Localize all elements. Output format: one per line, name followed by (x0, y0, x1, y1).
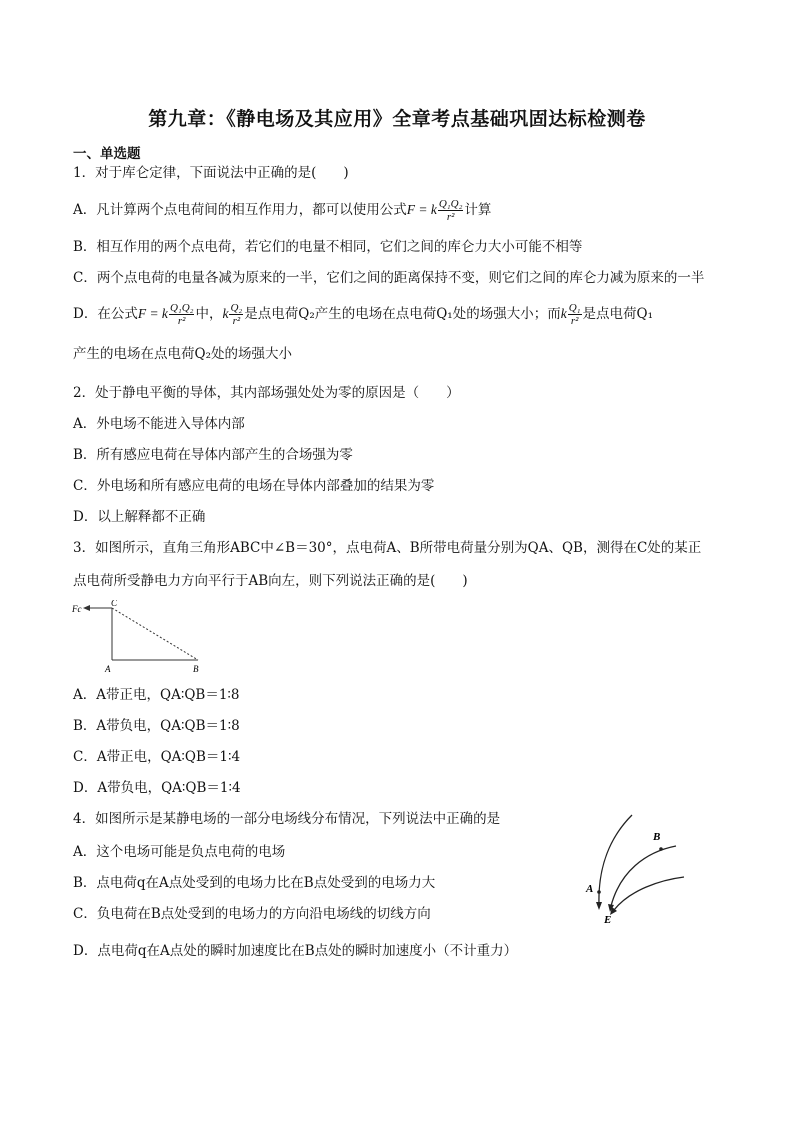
label-a: A (586, 883, 594, 895)
q4-stem: 4．如图所示是某静电场的一部分电场线分布情况，下列说法中正确的是 (73, 811, 501, 827)
q1-option-a (73, 198, 491, 223)
q4-option-d: D．点电荷q在A点处的瞬时加速度比在B点处的瞬时加速度小（不计重力） (73, 943, 518, 959)
q1-d-fraction-2 (229, 302, 243, 327)
arrowhead-1-icon (596, 902, 602, 910)
label-b: B (653, 831, 661, 843)
q2-option-d: D．以上解释都不正确 (73, 509, 206, 525)
q1-a-text-end: 计算 (464, 202, 492, 218)
q1-a-formula-lhs: F = k (406, 202, 437, 217)
section-heading: 一、单选题 (73, 146, 141, 162)
point-b-dot (659, 847, 663, 851)
fraction-denominator: r² (177, 315, 186, 327)
q2-stem: 2．处于静电平衡的导体，其内部场强处处为零的原因是（ ） (73, 385, 460, 401)
q4-option-b: B．点电荷q在A点处受到的电场力比在B点处受到的电场力大 (73, 875, 436, 891)
label-fc: Fc (72, 604, 82, 614)
q1-d-text: D．在公式 (73, 306, 138, 322)
q1-d-text-4: 是点电荷Q₁ (582, 306, 653, 322)
q4-field-lines-figure (580, 812, 690, 924)
q2-option-b: B．所有感应电荷在导体内部产生的合场强为零 (73, 447, 353, 463)
field-line-3 (614, 877, 684, 910)
q1-d-k-2: k (560, 306, 567, 321)
q1-option-b: B．相互作用的两个点电荷，若它们的电量不相同，它们之间的库仑力大小可能不相等 (73, 239, 583, 255)
q2-option-a: A．外电场不能进入导体内部 (73, 416, 245, 432)
field-line-2 (611, 846, 676, 906)
force-arrow-head-icon (83, 605, 90, 611)
fraction-numerator: Q₁Q₂ (169, 302, 194, 314)
q3-option-b: B．A带负电，QA∶QB＝1∶8 (73, 718, 240, 734)
label-e: E (604, 914, 612, 924)
q1-d-fraction-1 (169, 302, 195, 327)
fraction-denominator: r² (232, 315, 241, 327)
q1-option-d (73, 302, 653, 327)
q1-d-text-3: 是点电荷Q₂产生的电场在点电荷Q₁处的场强大小；而 (244, 306, 561, 322)
fraction-numerator: Q₁ (568, 302, 581, 314)
q3-stem-line2: 点电荷所受静电力方向平行于AB向左，则下列说法正确的是( ) (73, 573, 468, 589)
q1-option-c: C．两个点电荷的电量各减为原来的一半，它们之间的距离保持不变，则它们之间的库仑力减为原来的一半 (73, 270, 705, 286)
label-a: A (105, 664, 111, 674)
q1-d-formula-lhs: F = k (137, 306, 168, 321)
q4-option-c: C．负电荷在B点处受到的电场力的方向沿电场线的切线方向 (73, 906, 431, 922)
q1-a-text: A．凡计算两个点电荷间的相互作用力，都可以使用公式 (73, 202, 407, 218)
q1-d-text-2: 中， (195, 306, 223, 322)
q2-option-c: C．外电场和所有感应电荷的电场在导体内部叠加的结果为零 (73, 478, 435, 494)
fraction-numerator: Q₁Q₂ (438, 198, 463, 210)
q1-d-fraction-3 (568, 302, 582, 327)
fraction-denominator: r² (570, 315, 579, 327)
fraction-denominator: r² (446, 211, 455, 223)
fraction-numerator: Q₂ (230, 302, 243, 314)
q4-option-a: A．这个电场可能是负点电荷的电场 (73, 844, 286, 860)
label-c: C (111, 600, 118, 608)
q1-a-fraction (438, 198, 464, 223)
q1-d-k-1: k (222, 306, 229, 321)
q3-option-c: C．A带正电，QA∶QB＝1∶4 (73, 749, 241, 765)
q3-triangle-figure (70, 600, 210, 678)
q1-stem: 1．对于库仑定律，下面说法中正确的是( ) (73, 165, 349, 181)
q3-option-a: A．A带正电，QA∶QB＝1∶8 (73, 687, 240, 703)
label-b: B (193, 664, 199, 674)
triangle-side-bc (112, 608, 198, 660)
field-line-1 (599, 815, 632, 904)
point-a-dot (597, 890, 601, 894)
q3-stem-line1: 3．如图所示，直角三角形ABC中∠B＝30°，点电荷A、B所带电荷量分别为QA、QB，测得在C处的某正 (73, 540, 702, 556)
page-title: 第九章：《静电场及其应用》全章考点基础巩固达标检测卷 (148, 108, 646, 130)
q1-option-d-line2: 产生的电场在点电荷Q₂处的场强大小 (73, 346, 292, 362)
q3-option-d: D．A带负电，QA∶QB＝1∶4 (73, 780, 241, 796)
